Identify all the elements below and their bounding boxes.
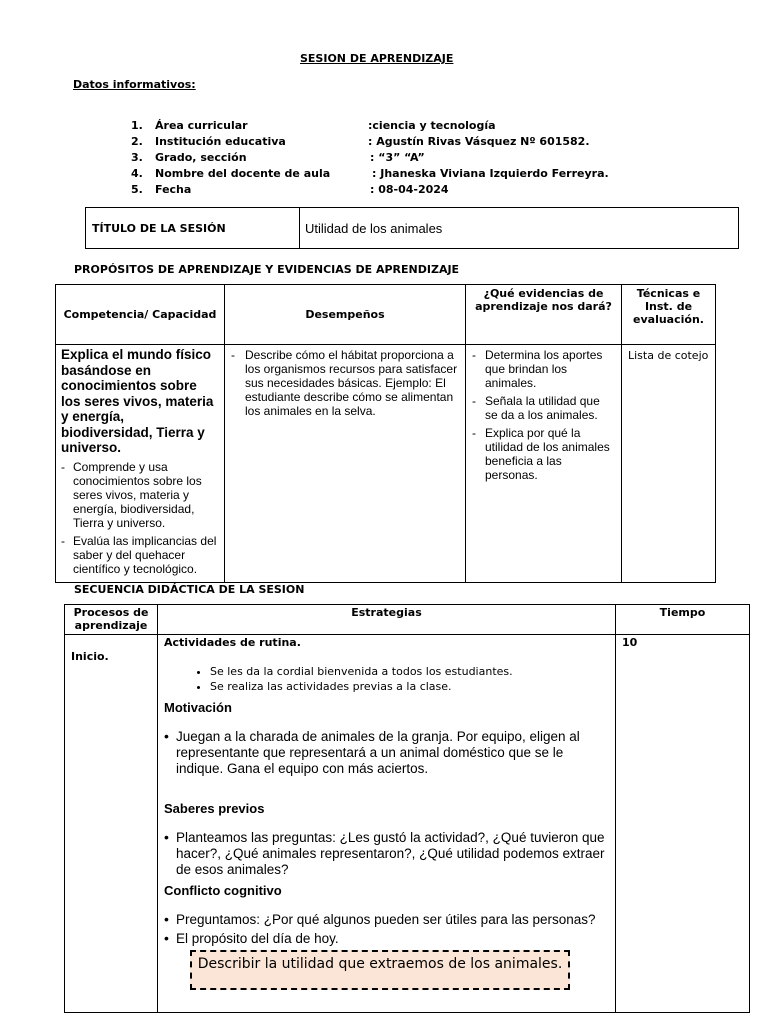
datos-list	[131, 119, 611, 199]
datos-item-value: : 08-04-2024	[370, 183, 449, 196]
header-tiempo: Tiempo	[616, 605, 750, 635]
document-title: SESION DE APRENDIZAJE	[300, 52, 454, 65]
header-tecnicas: Técnicas e Inst. de evaluación.	[622, 285, 716, 345]
motivacion-list	[164, 729, 609, 777]
saberes-list	[164, 830, 609, 878]
evidencia-item: - Señala la utilidad que se da a los animales.	[472, 394, 615, 422]
datos-item-number: 5.	[131, 183, 143, 196]
motivacion-item: • Juegan a la charada de animales de la granja. Por equipo, eligen al representante que representará a un animal doméstico que se le indique. Gana el equipo con más aciertos.	[164, 729, 609, 777]
titulo-table	[85, 207, 739, 249]
header-competencia: Competencia/ Capacidad	[56, 285, 225, 345]
datos-item	[131, 135, 611, 151]
datos-item-number: 1.	[131, 119, 143, 132]
rutina-item: • Se les da la cordial bienvenida a todos los estudiantes.	[210, 664, 609, 679]
datos-item-label: Grado, sección	[155, 151, 247, 164]
datos-item-label: Nombre del docente de aula	[155, 167, 331, 180]
estrategias-cell	[158, 635, 616, 1013]
titulo-label: TÍTULO DE LA SESIÓN	[86, 208, 300, 249]
header-evidencias: ¿Qué evidencias de aprendizaje nos dará?	[466, 285, 622, 345]
capacidad-item: - Evalúa las implicancias del saber y del quehacer científico y tecnológico.	[61, 534, 219, 576]
saberes-title: Saberes previos	[164, 801, 265, 816]
datos-item	[131, 167, 611, 183]
tecnicas-cell: Lista de cotejo	[622, 345, 716, 583]
datos-item-number: 4.	[131, 167, 143, 180]
evidencia-item: - Determina los aportes que brindan los animales.	[472, 348, 615, 390]
titulo-value: Utilidad de los animales	[300, 208, 739, 249]
datos-item-label: Institución educativa	[155, 135, 286, 148]
datos-item-number: 2.	[131, 135, 143, 148]
rutina-item: • Se realiza las actividades previas a la clase.	[210, 679, 609, 694]
rutina-list	[164, 664, 609, 694]
proceso-inicio: Inicio.	[65, 635, 158, 1013]
secuencia-table	[64, 604, 750, 1013]
conflicto-list	[164, 912, 609, 947]
datos-item-value: :ciencia y tecnología	[368, 119, 496, 132]
conflicto-title: Conflicto cognitivo	[164, 883, 282, 898]
propositos-heading: PROPÓSITOS DE APRENDIZAJE Y EVIDENCIAS DE APRENDIZAJE	[74, 263, 460, 276]
propositos-table	[55, 284, 716, 583]
motivacion-title: Motivación	[164, 700, 232, 715]
datos-item-value: : Agustín Rivas Vásquez Nº 601582.	[368, 135, 590, 148]
desempenos-list	[231, 348, 459, 418]
header-procesos: Procesos de aprendizaje	[65, 605, 158, 635]
saberes-item: • Planteamos las preguntas: ¿Les gustó la actividad?, ¿Qué tuvieron que hacer?, ¿Qué animales representaron?, ¿Qué utilidad podemos extraer de esos animales?	[164, 830, 609, 878]
desempeno-item: - Describe cómo el hábitat proporciona a los organismos recursos para satisfacer sus necesidades básicas. Ejemplo: El estudiante describe cómo se alimentan los animales en la selva.	[231, 348, 459, 418]
proposito-box: Describir la utilidad que extraemos de los animales.	[190, 950, 570, 990]
datos-item-label: Fecha	[155, 183, 192, 196]
tiempo-cell: 10	[616, 635, 750, 1013]
desempenos-cell	[225, 345, 466, 583]
evidencias-cell	[466, 345, 622, 583]
datos-item-number: 3.	[131, 151, 143, 164]
conflicto-item: • El propósito del día de hoy.	[164, 931, 609, 947]
datos-item-value: : Jhaneska Viviana Izquierdo Ferreyra.	[372, 167, 609, 180]
evidencias-list	[472, 348, 615, 482]
datos-item	[131, 119, 611, 135]
competencia-text: Explica el mundo físico basándose en conocimientos sobre los seres vivos, materia y energía, biodiversidad, Tierra y universo.	[61, 347, 214, 455]
secuencia-heading: SECUENCIA DIDÁCTICA DE LA SESION	[74, 583, 305, 596]
datos-item-label: Área curricular	[155, 119, 248, 132]
evidencia-item: - Explica por qué la utilidad de los animales beneficia a las personas.	[472, 426, 615, 482]
header-desempenos: Desempeños	[225, 285, 466, 345]
datos-item	[131, 151, 611, 167]
conflicto-item: • Preguntamos: ¿Por qué algunos pueden ser útiles para las personas?	[164, 912, 609, 928]
datos-item	[131, 183, 611, 199]
capacidad-item: - Comprende y usa conocimientos sobre los seres vivos, materia y energía, biodiversidad, Tierra y universo.	[61, 460, 219, 530]
header-estrategias: Estrategias	[158, 605, 616, 635]
capacidades-list	[61, 460, 219, 576]
datos-heading: Datos informativos:	[73, 78, 196, 91]
datos-item-value: : “3” “A”	[370, 151, 425, 164]
competencia-cell	[56, 345, 225, 583]
rutina-title: Actividades de rutina.	[164, 636, 301, 649]
